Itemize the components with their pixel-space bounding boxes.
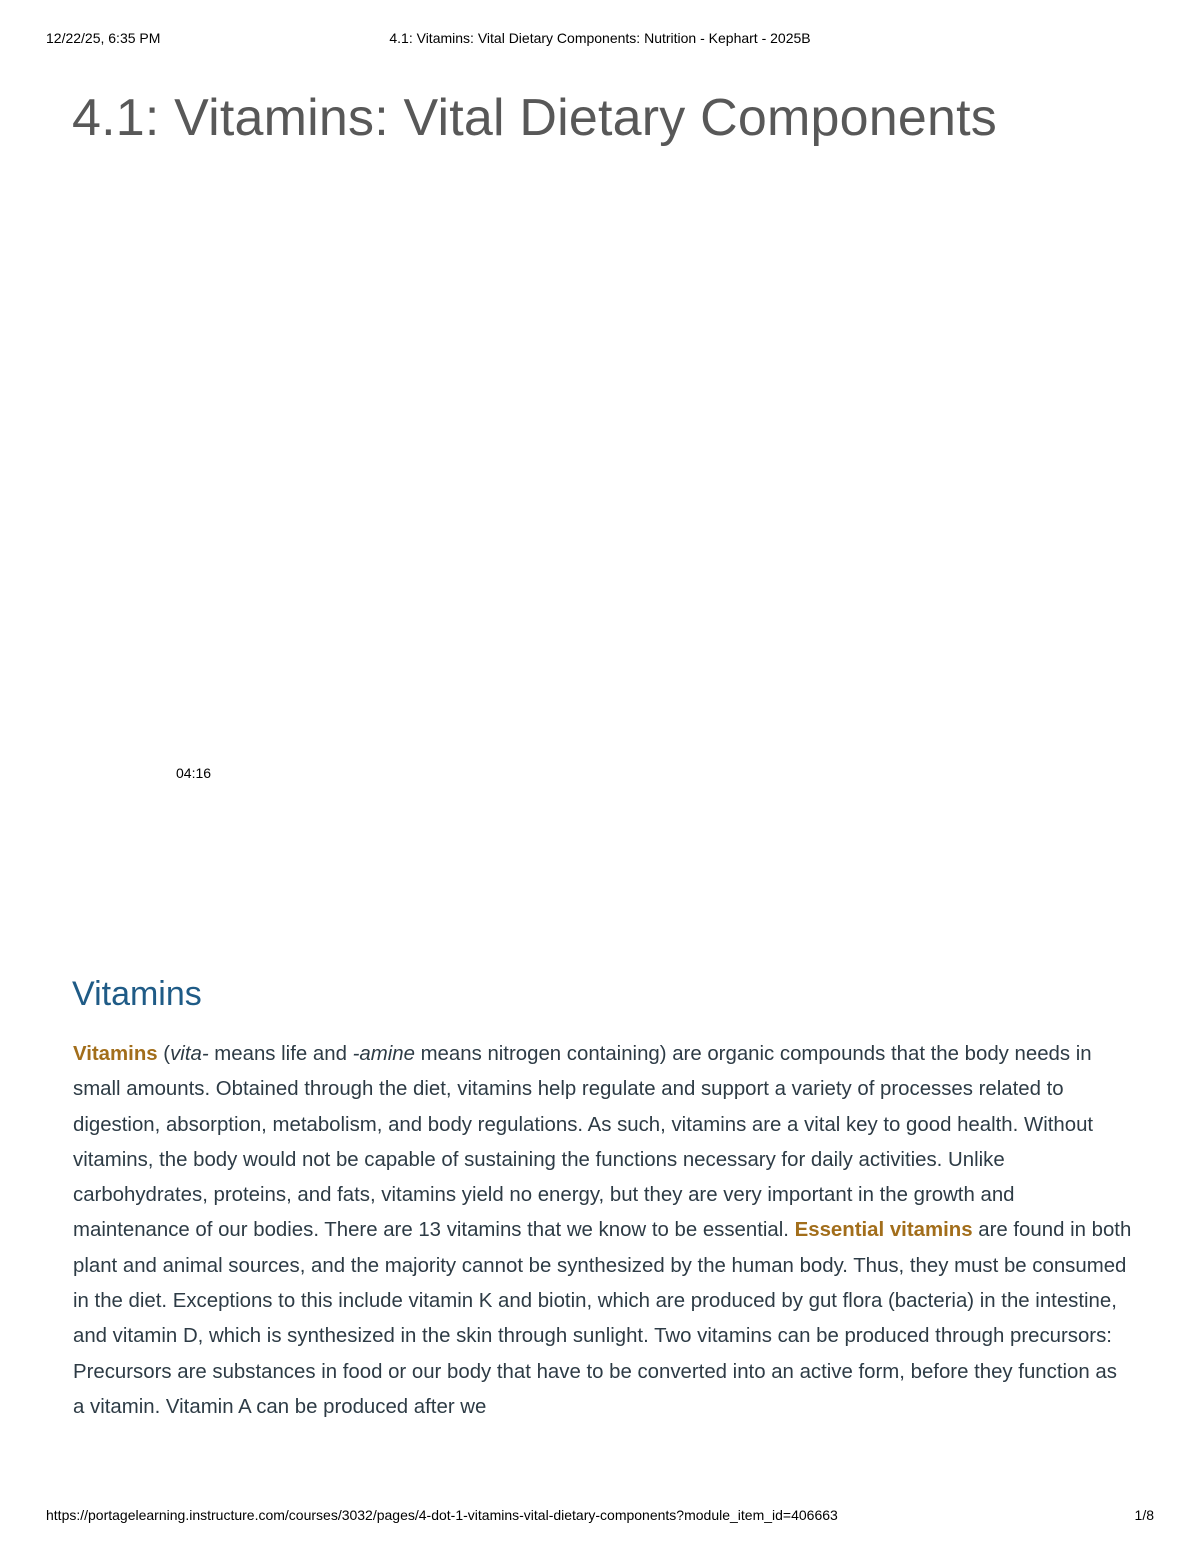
paragraph-text: means life and xyxy=(208,1043,353,1065)
page-title: 4.1: Vitamins: Vital Dietary Components xyxy=(72,89,997,147)
page-number: 1/8 xyxy=(1134,1507,1154,1523)
key-term-essential-vitamins: Essential vitamins xyxy=(794,1219,973,1242)
italic-term-vita: vita- xyxy=(170,1043,209,1065)
video-timestamp: 04:16 xyxy=(176,765,212,781)
print-url: https://portagelearning.instructure.com/courses/3032/pages/4-dot-1-vitamins-vital-dietary-components?module_item_id=406663 xyxy=(46,1507,838,1523)
print-document-title: 4.1: Vitamins: Vital Dietary Components: Nutrition - Kephart - 2025B xyxy=(389,30,811,46)
italic-term-amine: -amine xyxy=(352,1043,415,1065)
paragraph-text: means nitrogen containing) are organic compounds that the body needs in small amounts. Obtained through the diet, vitamins help regulate and support a variety of processes related to digestion, absorption, metabolism, and body regulations. As such, vitamins are a vital key to good health. Without vitamins, the body would not be capable of sustaining the functions necessary for daily activities. Unlike carbohydrates, proteins, and fats, vitamins yield no energy, but they are very important in the growth and maintenance of our bodies. There are 13 vitamins that we know to be essential. xyxy=(73,1043,1094,1242)
paragraph-text: are found in both plant and animal sources, and the majority cannot be synthesized by the human body. Thus, they must be consumed in the diet. Exceptions to this include vitamin K and biotin, which are produced by gut flora (bacteria) in the intestine, and vitamin D, which is synthesized in the skin through sunlight. Two vitamins can be produced through precursors: Precursors are substances in food or our body that have to be converted into an active form, before they function as a vitamin. Vitamin A can be produced after we xyxy=(73,1219,1132,1418)
print-datetime: 12/22/25, 6:35 PM xyxy=(46,30,161,46)
key-term-vitamins: Vitamins xyxy=(73,1043,158,1065)
print-header xyxy=(46,30,1154,50)
section-heading: Vitamins xyxy=(72,975,202,1013)
body-paragraph xyxy=(73,1037,1133,1425)
video-player[interactable] xyxy=(72,175,1128,935)
paragraph-text: ( xyxy=(157,1043,171,1065)
print-footer xyxy=(46,1507,1154,1527)
